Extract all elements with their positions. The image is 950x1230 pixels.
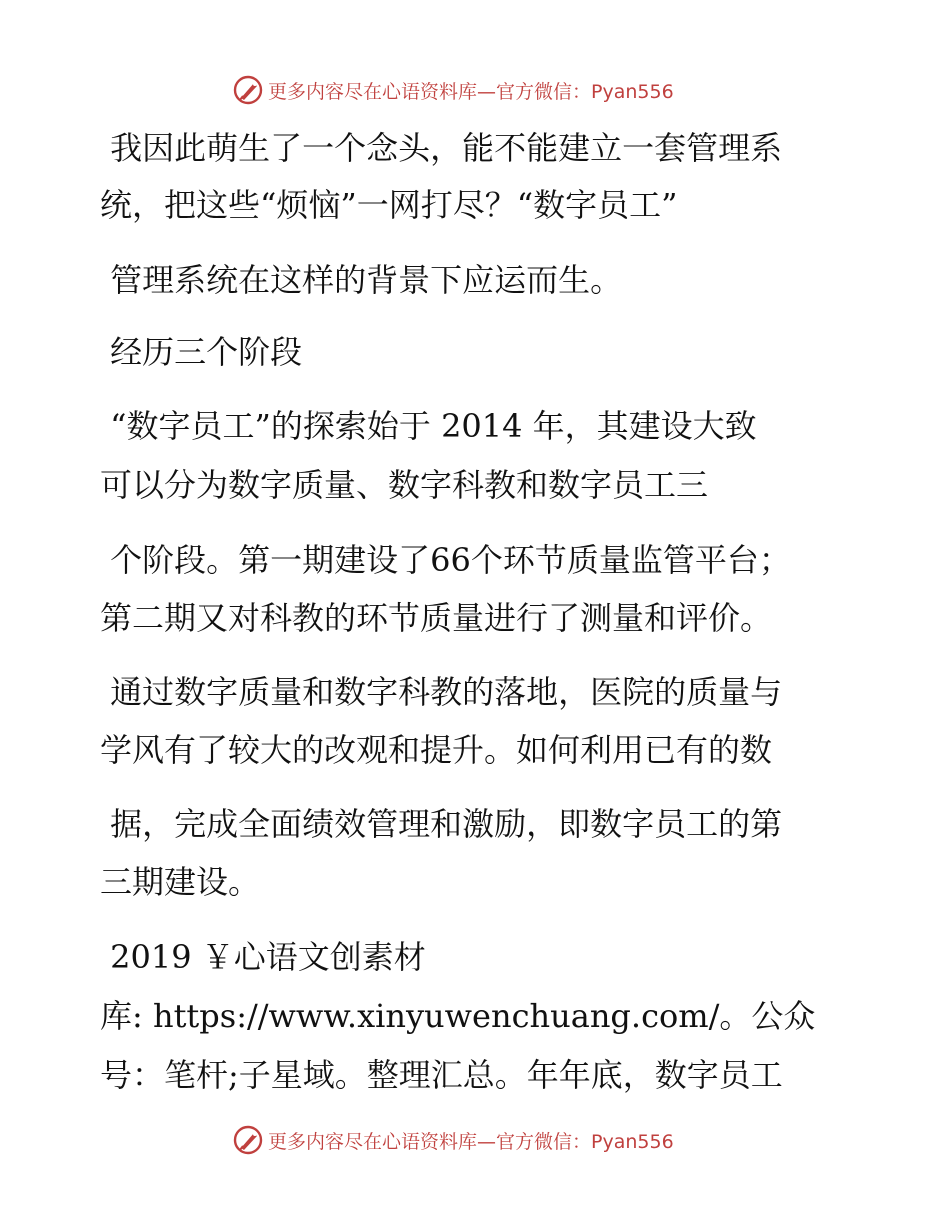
header-banner <box>232 72 732 108</box>
banner-text <box>268 1127 674 1154</box>
body-line: 三期建设。 <box>100 863 261 901</box>
banner-account: Pyan556 <box>591 1130 674 1153</box>
body-line: 统，把这些“烦恼”一网打尽？“数字员工” <box>100 186 678 224</box>
body-line: 号：笔杆;子星域。整理汇总。年年底，数字员工 <box>100 1056 783 1094</box>
banner-text <box>268 77 674 104</box>
body-line: “数字员工”的探索始于 2014 年，其建设大致 <box>100 407 757 445</box>
quill-pen-logo-icon <box>232 1124 264 1156</box>
body-line: 我因此萌生了一个念头，能不能建立一套管理系 <box>100 129 783 167</box>
body-line: 学风有了较大的改观和提升。如何利用已有的数 <box>100 731 773 769</box>
body-line: 库: https://www.xinyuwenchuang.com/。公众 <box>100 997 816 1035</box>
footer-banner <box>232 1122 732 1158</box>
banner-slogan: 更多内容尽在心语资料库 <box>268 1130 478 1153</box>
banner-official-label: 官方微信： <box>496 80 592 103</box>
body-line: 通过数字质量和数字科教的落地，医院的质量与 <box>100 673 783 711</box>
body-line: 2019 ￥心语文创素材 <box>100 938 426 976</box>
banner-separator: — <box>477 80 497 103</box>
quill-pen-logo-icon <box>232 74 264 106</box>
body-line: 可以分为数字质量、数字科教和数字员工三 <box>100 466 709 504</box>
body-line: 据，完成全面绩效管理和激励，即数字员工的第 <box>100 805 783 843</box>
body-line: 个阶段。第一期建设了66个环节质量监管平台； <box>100 541 791 579</box>
section-heading: 经历三个阶段 <box>100 333 303 371</box>
body-line: 第二期又对科教的环节质量进行了测量和评价。 <box>100 599 773 637</box>
banner-separator: — <box>477 1130 497 1153</box>
body-line: 管理系统在这样的背景下应运而生。 <box>100 261 623 299</box>
banner-slogan: 更多内容尽在心语资料库 <box>268 80 478 103</box>
banner-official-label: 官方微信： <box>496 1130 592 1153</box>
banner-account: Pyan556 <box>591 80 674 103</box>
